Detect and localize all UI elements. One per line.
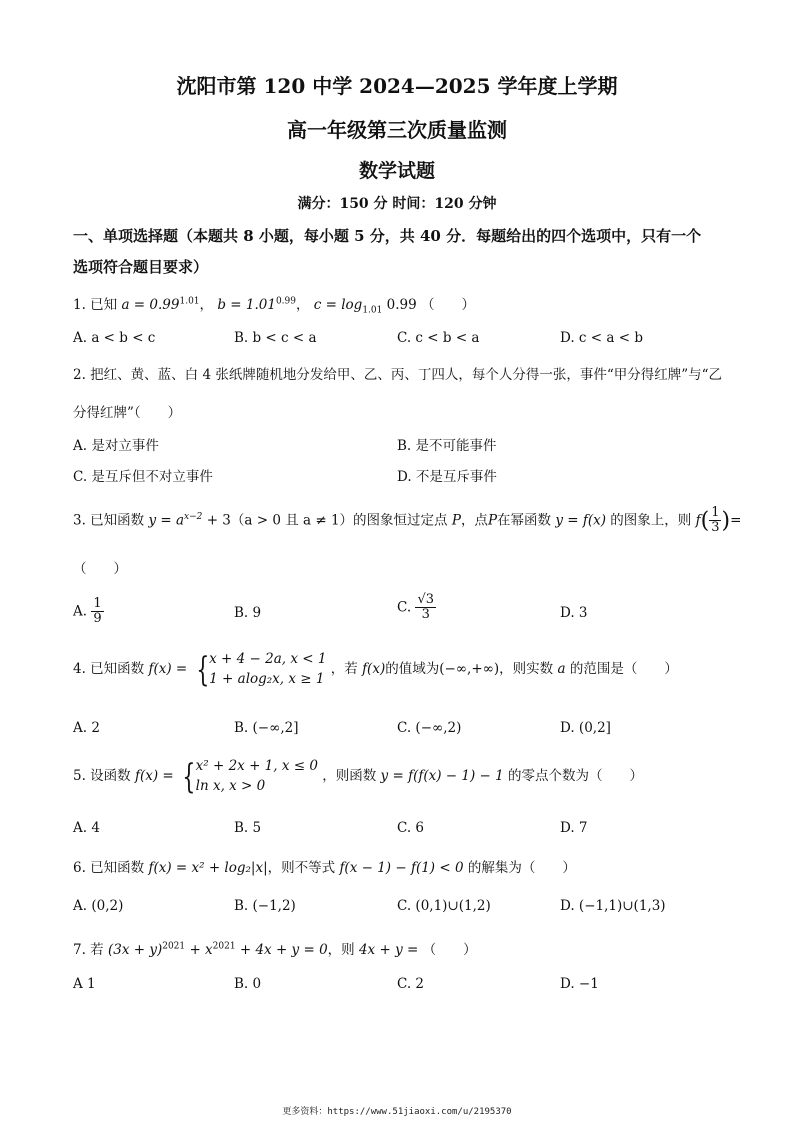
q4-fx: f(x) = xyxy=(148,661,188,678)
q4-text-c: ，则实数 xyxy=(499,661,554,678)
q2-option-d: D. 不是互斥事件 xyxy=(397,469,497,485)
q4-option-b: B. (−∞,2] xyxy=(234,720,299,736)
q6-option-a: A. (0,2) xyxy=(73,898,124,914)
q7-text-a: ，则 xyxy=(327,942,355,958)
q7-base1: (3x + y) xyxy=(107,942,163,958)
q3-text-d: 的图象上，则 xyxy=(610,512,692,529)
q3-func: y = a xyxy=(148,512,185,529)
q4-num: 4. 已知函数 xyxy=(73,661,145,678)
q1-option-d: D. c < a < b xyxy=(560,330,643,346)
q1-b: b = 1.01 xyxy=(217,297,276,313)
q3-f: f xyxy=(695,512,701,529)
exam-title: 高一年级第三次质量监测 xyxy=(287,118,507,142)
section1-title-line2: 选项符合题目要求） xyxy=(73,258,209,276)
q3-exp: x−2 xyxy=(184,511,203,522)
q4-text-d: 的范围是（ ） xyxy=(569,661,678,678)
q4-cases: x + 4 − 2a, x < 1 1 + alog₂x, x ≥ 1 xyxy=(209,651,327,687)
q7-mid: + x xyxy=(189,942,213,958)
q3-power: y = f(x) xyxy=(555,512,606,529)
question-7 xyxy=(73,938,477,958)
q4-fx2: f(x) xyxy=(362,661,386,678)
q2-line1: 2. 把红、黄、蓝、白 4 张纸牌随机地分发给甲、乙、丙、丁四人，每个人分得一张，事件“甲分得红牌”与“乙 xyxy=(73,367,723,383)
q3-eq: = xyxy=(730,512,742,529)
section1-title-line1: 一、单项选择题（本题共 8 小题，每小题 5 分，共 40 分．每题给出的四个选项中，只有一个 xyxy=(73,227,702,245)
q4-text-a: ，若 xyxy=(330,661,358,678)
q5-option-d: D. 7 xyxy=(560,820,588,836)
q1-a-exp: 1.01 xyxy=(179,296,200,307)
question-4: 4. 已知函数 f(x) = { x + 4 − 2a, x < 1 1 + alog₂x, x ≥ 1 ，若 f(x)的值域为(−∞,+∞)，则实数 a 的范围是（ ） xyxy=(73,649,678,690)
q6-text-a: ，则不等式 xyxy=(267,860,336,876)
score-time: 满分：150 分 时间：120 分钟 xyxy=(297,196,497,212)
question-6 xyxy=(73,856,576,876)
q7-paren: （ ） xyxy=(422,942,477,958)
q5-option-b: B. 5 xyxy=(234,820,262,836)
q7-num: 7. 若 xyxy=(73,942,104,958)
q7-option-b: B. 0 xyxy=(234,976,262,992)
q3-option-b: B. 9 xyxy=(234,605,262,621)
q1-num: 1. 已知 xyxy=(73,297,118,313)
q2-option-c: C. 是互斥但不对立事件 xyxy=(73,469,213,485)
q3-text-c: 在幂函数 xyxy=(497,512,552,529)
q3-text-a: 3. 已知函数 xyxy=(73,512,145,529)
question-3: 3. 已知函数 $y = a^{x-2} + 3(a > 0$ 且 a ≠ 1）的图象恒过定点 P，点P在幂函数 y = f(x) 的图象上，则 f( $\frac{1}{3}$ )= xyxy=(73,505,742,536)
q7-option-a: A 1 xyxy=(73,976,96,992)
q2-line2: 分得红牌”（ ） xyxy=(73,405,182,421)
q1-b-exp: 0.99 xyxy=(275,296,296,307)
q5-num: 5. 设函数 xyxy=(73,768,131,785)
q4-option-a: A. 2 xyxy=(73,720,100,736)
q3-point-p2: P xyxy=(487,512,498,529)
question-1: 1. 已知 $a = 0.99^{1.01}$， $b = 1.01^{0.99}$， $c = \log_{1.01} 0.99$ （ ） xyxy=(73,296,476,316)
subject-title: 数学试题 xyxy=(358,160,435,182)
q4-range: (−∞,+∞) xyxy=(439,661,500,678)
q7-exp1: 2021 xyxy=(162,941,186,952)
q1-option-a: A. a < b < c xyxy=(73,330,156,346)
q3-option-a: A. $\frac{1}{9}$ xyxy=(73,596,102,627)
q3-point-p: P xyxy=(451,512,461,529)
q6-option-d: D. (−1,1)∪(1,3) xyxy=(560,898,666,914)
q6-fx: f(x) = x² + log₂|x| xyxy=(148,860,268,876)
q3-fraction: $\frac{1}{3}$ xyxy=(711,505,720,536)
q6-num: 6. 已知函数 xyxy=(73,860,145,876)
q4-option-c: C. (−∞,2) xyxy=(397,720,462,736)
q7-exp2: 2021 xyxy=(212,941,236,952)
q4-option-d: D. (0,2] xyxy=(560,720,611,736)
q3-paren: （ ） xyxy=(73,561,127,577)
q7-option-c: C. 2 xyxy=(397,976,425,992)
school-title: 沈阳市第 120 中学 2024—2025 学年度上学期 xyxy=(176,74,618,98)
q4-var-a: a xyxy=(557,661,566,678)
q3-text-b: ，点 xyxy=(460,512,488,529)
q3-cond: （a > 0 且 a ≠ 1）的图象恒过定点 xyxy=(230,512,448,529)
q5-cases: x² + 2x + 1, x ≤ 0 ln x, x > 0 xyxy=(195,758,318,794)
footer-link[interactable]: 更多资料：https://www.51jiaoxi.com/u/2195370 xyxy=(282,1107,512,1117)
q1-c: c = log xyxy=(313,297,363,313)
q1-option-c: C. c < b < a xyxy=(397,330,480,346)
q6-ineq: f(x − 1) − f(1) < 0 xyxy=(339,860,464,876)
q3-option-c: C. $\frac{√3}{3}$ xyxy=(397,592,434,623)
q1-c-sub: 1.01 xyxy=(362,305,383,316)
q6-option-c: C. (0,1)∪(1,2) xyxy=(397,898,491,914)
q5-option-a: A. 4 xyxy=(73,820,100,836)
question-5: 5. 设函数 f(x) = { x² + 2x + 1, x ≤ 0 ln x, x > 0 ，则函数 y = f(f(x) − 1) − 1 的零点个数为（ ） xyxy=(73,756,644,797)
q5-expr: y = f(f(x) − 1) − 1 xyxy=(380,768,504,785)
q3-option-d: D. 3 xyxy=(560,605,588,621)
q1-option-b: B. b < c < a xyxy=(234,330,317,346)
q7-ask: 4x + y = xyxy=(358,942,419,958)
q4-text-b: 的值域为 xyxy=(385,661,440,678)
q1-paren: （ ） xyxy=(421,297,476,313)
q5-text-b: 的零点个数为（ ） xyxy=(508,768,644,785)
q6-text-b: 的解集为（ ） xyxy=(467,860,576,876)
q5-fx: f(x) = xyxy=(134,768,174,785)
q5-option-c: C. 6 xyxy=(397,820,425,836)
q7-option-d: D. −1 xyxy=(560,976,599,992)
q7-tail: + 4x + y = 0 xyxy=(239,942,328,958)
q1-a: a = 0.99 xyxy=(121,297,180,313)
q2-option-a: A. 是对立事件 xyxy=(73,438,159,454)
q5-text-a: ，则函数 xyxy=(322,768,377,785)
q3-func-tail: + 3 xyxy=(206,512,231,529)
q2-option-b: B. 是不可能事件 xyxy=(397,438,497,454)
q1-c-tail: 0.99 xyxy=(386,297,417,313)
q6-option-b: B. (−1,2) xyxy=(234,898,296,914)
